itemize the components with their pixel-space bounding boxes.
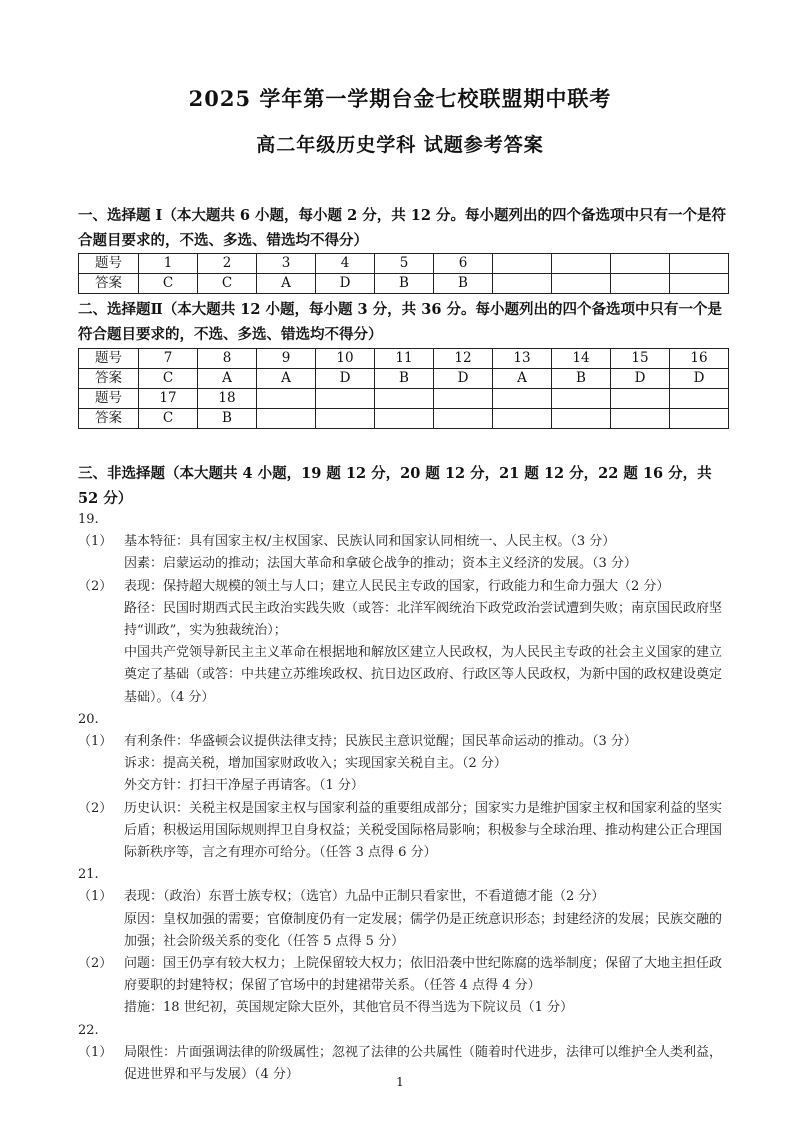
- answer-cell: D: [611, 369, 670, 389]
- answer-cell: [257, 409, 316, 429]
- answer-cell: A: [198, 369, 257, 389]
- table-row: [79, 274, 729, 294]
- answer-text: 原因：皇权加强的需要；官僚制度仍有一定发展；儒学仍是正统意识形态；封建经济的发展；民族交融的加强；社会阶级关系的变化（任答 5 点得 5 分）: [124, 911, 723, 949]
- question-cell: [493, 254, 552, 274]
- document-subtitle: 高二年级历史学科 试题参考答案: [256, 134, 544, 156]
- document-title: 2025 学年第一学期台金七校联盟期中联考: [188, 86, 612, 111]
- part-tag: （2）: [78, 800, 113, 816]
- q19-part2: [78, 576, 728, 598]
- answer-text: 历史认识：关税主权是国家主权与国家利益的重要组成部分；国家实力是维护国家主权和国家利益的坚实后盾；积极运用国际规则捍卫自身权益；关税受国际格局影响；积极参与全球治理、推动构建公正合理国际新秩序等，言之有理亦可给分。（任答 3 点得 6 分）: [124, 800, 723, 861]
- answer-cell: B: [434, 274, 493, 294]
- answer-cell: C: [139, 274, 198, 294]
- part-tag: （1）: [78, 1044, 113, 1060]
- question-cell: 11: [375, 349, 434, 369]
- q20-part2: [78, 798, 728, 865]
- answer-text: 诉求：提高关税，增加国家财政收入；实现国家关税自主。（2 分）: [124, 756, 507, 772]
- answer-cell: D: [434, 369, 493, 389]
- answer-cell: B: [375, 274, 434, 294]
- question-cell: [611, 389, 670, 409]
- answer-cell: C: [139, 409, 198, 429]
- answer-cell: [375, 409, 434, 429]
- page-number: 1: [396, 1075, 404, 1089]
- answer-text: 表现：（政治）东晋士族专权；（选官）九品中正制只看家世，不看道德才能（2 分）: [124, 889, 605, 905]
- row-label: 答案: [79, 369, 139, 389]
- question-19-number: 19.: [78, 512, 99, 527]
- answer-cell: B: [198, 409, 257, 429]
- answer-text: 外交方针：打扫干净屋子再请客。（1 分）: [124, 778, 364, 794]
- row-label: 题号: [79, 254, 139, 274]
- question-cell: 3: [257, 254, 316, 274]
- answer-cell: [552, 274, 611, 294]
- answer-cell: B: [375, 369, 434, 389]
- question-cell: 17: [139, 389, 198, 409]
- answer-cell: A: [493, 369, 552, 389]
- section1-answer-table: [78, 253, 729, 294]
- table-row: [79, 254, 729, 274]
- row-label: 答案: [79, 409, 139, 429]
- question-20-number: 20.: [78, 711, 99, 727]
- answer-cell: [611, 409, 670, 429]
- section2-heading: 二、选择题Ⅱ（本大题共 12 小题，每小题 3 分，共 36 分。每小题列出的四个备选项中只有一个是符合题目要求的，不选、多选、错选均不得分）: [78, 301, 722, 343]
- question-cell: [493, 389, 552, 409]
- question-cell: [316, 389, 375, 409]
- part-tag: （1）: [78, 734, 113, 750]
- question-cell: 10: [316, 349, 375, 369]
- question-21-number: 21.: [78, 867, 99, 883]
- table-row: [79, 409, 729, 429]
- answer-cell: [611, 274, 670, 294]
- question-cell: 8: [198, 349, 257, 369]
- question-cell: 4: [316, 254, 375, 274]
- answer-text: 基本特征：具有国家主权/主权国家、民族认同和国家认同相统一、人民主权。（3 分）: [124, 534, 616, 550]
- question-cell: [552, 254, 611, 274]
- row-label: 答案: [79, 274, 139, 294]
- answer-cell: [670, 274, 729, 294]
- question-cell: [670, 254, 729, 274]
- part-tag: （1）: [78, 534, 113, 550]
- answer-cell: A: [257, 274, 316, 294]
- answer-cell: [493, 409, 552, 429]
- section2-answer-table: [78, 348, 729, 429]
- part-tag: （2）: [78, 956, 113, 972]
- answer-cell: D: [316, 274, 375, 294]
- answer-cell: [552, 409, 611, 429]
- question-cell: [434, 389, 493, 409]
- answer-text: 因素：启蒙运动的推动；法国大革命和拿破仑战争的推动；资本主义经济的发展。（3 分）: [124, 556, 637, 572]
- question-cell: [552, 389, 611, 409]
- answer-text: 局限性：片面强调法律的阶级属性；忽视了法律的公共属性（随着时代进步，法律可以维护全人类利益，促进世界和平与发展）（4 分）: [124, 1044, 723, 1083]
- section3-heading: 三、非选择题（本大题共 4 小题，19 题 12 分，20 题 12 分，21 题 12 分，22 题 16 分，共 52 分）: [78, 465, 712, 507]
- answer-cell: [434, 409, 493, 429]
- answer-text: 措施：18 世纪初，英国规定除大臣外，其他官员不得当选为下院议员（1 分）: [124, 1000, 574, 1016]
- question-cell: 9: [257, 349, 316, 369]
- question-cell: [670, 389, 729, 409]
- answer-cell: C: [198, 274, 257, 294]
- question-cell: [375, 389, 434, 409]
- answer-cell: [493, 274, 552, 294]
- answer-cell: [670, 409, 729, 429]
- question-cell: 6: [434, 254, 493, 274]
- answer-cell: B: [552, 369, 611, 389]
- answer-cell: C: [139, 369, 198, 389]
- question-cell: 14: [552, 349, 611, 369]
- question-cell: 2: [198, 254, 257, 274]
- answer-cell: [316, 409, 375, 429]
- q19-part1: [78, 531, 728, 553]
- q20-part1: [78, 731, 728, 753]
- answer-cell: A: [257, 369, 316, 389]
- question-cell: 7: [139, 349, 198, 369]
- answer-text: 表现：保持超大规模的领土与人口；建立人民民主专政的国家，行政能力和生命力强大（2 分）: [124, 578, 670, 594]
- question-cell: 1: [139, 254, 198, 274]
- table-row: [79, 369, 729, 389]
- q21-part2: [78, 953, 728, 997]
- answer-text: 问题：国王仍享有较大权力；上院保留较大权力；依旧沿袭中世纪陈腐的选举制度；保留了大地主担任政府要职的封建特权；保留了官场中的封建裙带关系。（任答 4 点得 4 分）: [124, 956, 723, 994]
- question-cell: 13: [493, 349, 552, 369]
- answers-body: [78, 509, 728, 1086]
- answer-cell: D: [670, 369, 729, 389]
- question-22-number: 22.: [78, 1022, 99, 1038]
- q21-part1: [78, 886, 728, 908]
- section1-heading: 一、选择题 I（本大题共 6 小题，每小题 2 分，共 12 分。每小题列出的四个备选项中只有一个是符合题目要求的，不选、多选、错选均不得分）: [78, 207, 726, 249]
- question-cell: 15: [611, 349, 670, 369]
- answer-cell: D: [316, 369, 375, 389]
- table-row: [79, 389, 729, 409]
- row-label: 题号: [79, 349, 139, 369]
- question-cell: [611, 254, 670, 274]
- table-row: [79, 349, 729, 369]
- part-tag: （2）: [78, 578, 113, 594]
- question-cell: 18: [198, 389, 257, 409]
- question-cell: 16: [670, 349, 729, 369]
- question-cell: 5: [375, 254, 434, 274]
- question-cell: [257, 389, 316, 409]
- answer-text: 路径：民国时期西式民主政治实践失败（或答：北洋军阀统治下政党政治尝试遭到失败；南京国民政府坚持“训政”，实为独裁统治）；: [124, 600, 723, 639]
- answer-text: 中国共产党领导新民主主义革命在根据地和解放区建立人民政权，为人民民主专政的社会主义国家的建立奠定了基础（或答：中共建立苏维埃政权、抗日边区政府、行政区等人民政权，为新中国的政权建设奠定基础）。（4 分）: [124, 645, 723, 705]
- answer-text: 有利条件：华盛顿会议提供法律支持；民族民主意识觉醒；国民革命运动的推动。（3 分）: [124, 734, 637, 750]
- part-tag: （1）: [78, 889, 113, 905]
- row-label: 题号: [79, 389, 139, 409]
- question-cell: 12: [434, 349, 493, 369]
